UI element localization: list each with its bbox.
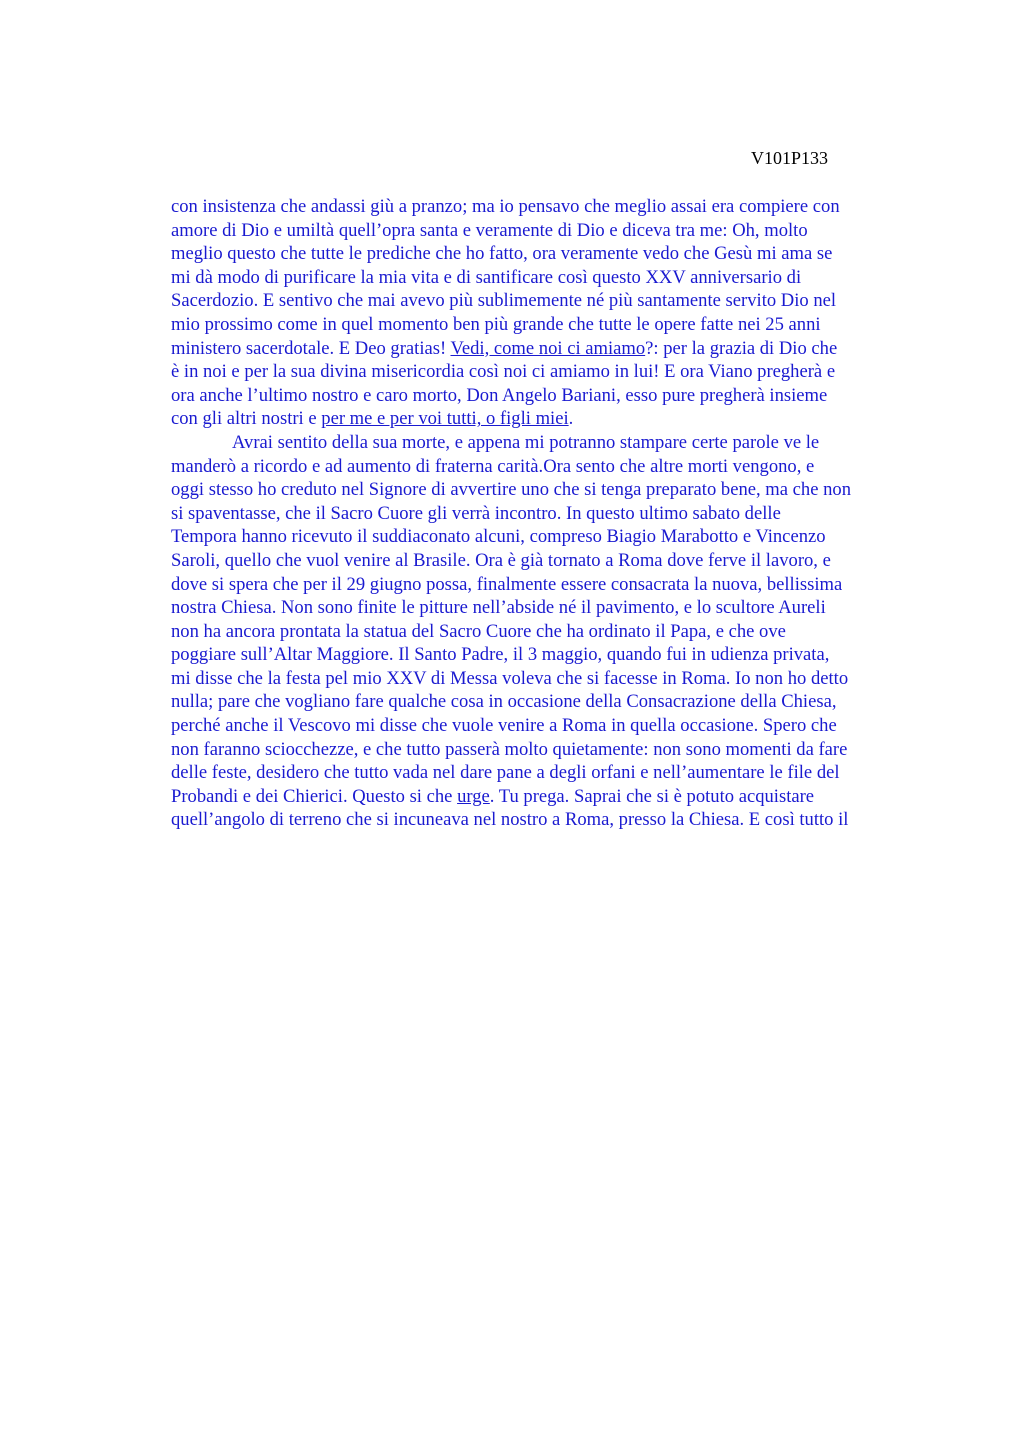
text-segment: amore di Dio e umiltà quell’opra santa e veramente di Dio e diceva tra me: Oh, molto	[171, 219, 808, 241]
text-segment: . Tu prega. Saprai che si è potuto acquistare	[489, 785, 815, 807]
text-segment: ora anche l’ultimo nostro e caro morto, Don Angelo Bariani, esso pure pregherà insieme	[171, 384, 828, 406]
text-segment: Saroli, quello che vuol venire al Brasile. Ora è già tornato a Roma dove ferve il lavoro, e	[171, 549, 831, 571]
text-line	[171, 690, 941, 714]
text-line	[171, 289, 941, 313]
text-line	[171, 502, 941, 526]
text-segment: perché anche il Vescovo mi disse che vuole venire a Roma in quella occasione. Spero che	[171, 715, 837, 737]
text-line	[171, 620, 941, 644]
text-line	[171, 549, 941, 573]
text-line	[171, 337, 941, 361]
text-line	[171, 573, 941, 597]
text-segment: .	[568, 408, 574, 430]
text-line	[171, 596, 941, 620]
text-segment: dove si spera che per il 29 giugno possa, finalmente essere consacrata la nuova, bellissima	[171, 573, 843, 595]
text-segment: meglio questo che tutte le prediche che ho fatto, ora veramente vedo che Gesù mi ama se	[171, 243, 833, 265]
text-segment: manderò a ricordo e ad aumento di fraterna carità.Ora sento che altre morti vengono, e	[171, 455, 815, 477]
text-line	[171, 455, 941, 479]
text-segment: con insistenza che andassi giù a pranzo; ma io pensavo che meglio assai era compiere con	[171, 196, 840, 217]
text-line	[171, 266, 941, 290]
text-line	[171, 525, 941, 549]
text-line	[171, 313, 941, 337]
text-segment: mi dà modo di purificare la mia vita e di santificare così questo XXV anniversario di	[171, 266, 802, 288]
text-segment: ?: per la grazia di Dio che	[645, 337, 838, 359]
text-segment: Tempora hanno ricevuto il suddiaconato alcuni, compreso Biagio Marabotto e Vincenzo	[171, 526, 826, 548]
text-line	[171, 738, 941, 762]
text-segment: ministero sacerdotale. E Deo gratias!	[171, 337, 451, 359]
text-segment: nulla; pare che vogliano fare qualche cosa in occasione della Consacrazione della Chiesa,	[171, 691, 837, 713]
text-line	[171, 643, 941, 667]
text-segment: Sacerdozio. E sentivo che mai avevo più sublimemente né più santamente servito Dio nel	[171, 290, 837, 312]
text-segment: poggiare sull’Altar Maggiore. Il Santo Padre, il 3 maggio, quando fui in udienza privata,	[171, 644, 830, 666]
text-segment: quell’angolo di terreno che si incuneava nel nostro a Roma, presso la Chiesa. E così tutto il	[171, 809, 849, 831]
text-segment: si spaventasse, che il Sacro Cuore gli verrà incontro. In questo ultimo sabato delle	[171, 502, 781, 524]
text-segment: mi disse che la festa pel mio XXV di Messa voleva che si facesse in Roma. Io non ho detto	[171, 667, 849, 689]
text-segment: nostra Chiesa. Non sono finite le pitture nell’abside né il pavimento, e lo scultore Aureli	[171, 597, 826, 619]
text-line	[171, 714, 941, 738]
text-line	[171, 785, 941, 809]
text-line	[171, 384, 941, 408]
underlined-phrase: Vedi, come noi ci amiamo	[450, 337, 646, 359]
text-line	[171, 478, 941, 502]
text-line	[171, 242, 941, 266]
text-line	[171, 219, 941, 243]
underlined-phrase: per me e per voi tutti, o figli miei	[321, 408, 569, 430]
paragraph-start-line	[171, 431, 941, 455]
text-line	[171, 667, 941, 691]
text-segment: non ha ancora prontata la statua del Sacro Cuore che ha ordinato il Papa, e che ove	[171, 620, 786, 642]
text-line	[171, 808, 941, 832]
page-reference: V101P133	[751, 148, 829, 168]
text-line	[171, 761, 941, 785]
text-segment: con gli altri nostri e	[171, 408, 322, 430]
text-segment: mio prossimo come in quel momento ben più grande che tutte le opere fatte nei 25 anni	[171, 313, 821, 335]
text-segment: oggi stesso ho creduto nel Signore di avvertire uno che si tenga preparato bene, ma che non	[171, 479, 852, 501]
text-segment: Avrai sentito della sua morte, e appena mi potranno stampare certe parole ve le	[232, 431, 820, 453]
text-segment: delle feste, desidero che tutto vada nel dare pane a degli orfani e nell’aumentare le file del	[171, 762, 840, 784]
text-line	[171, 195, 941, 219]
letter-body	[171, 195, 941, 832]
underlined-phrase: urge	[457, 785, 490, 807]
text-line	[171, 360, 941, 384]
text-segment: Probandi e dei Chierici. Questo si che	[171, 785, 458, 807]
text-segment: è in noi e per la sua divina misericordia così noi ci amiamo in lui! E ora Viano pregherà e	[171, 361, 836, 383]
text-segment: non faranno sciocchezze, e che tutto passerà molto quietamente: non sono momenti da fare	[171, 738, 848, 760]
text-line	[171, 407, 941, 431]
